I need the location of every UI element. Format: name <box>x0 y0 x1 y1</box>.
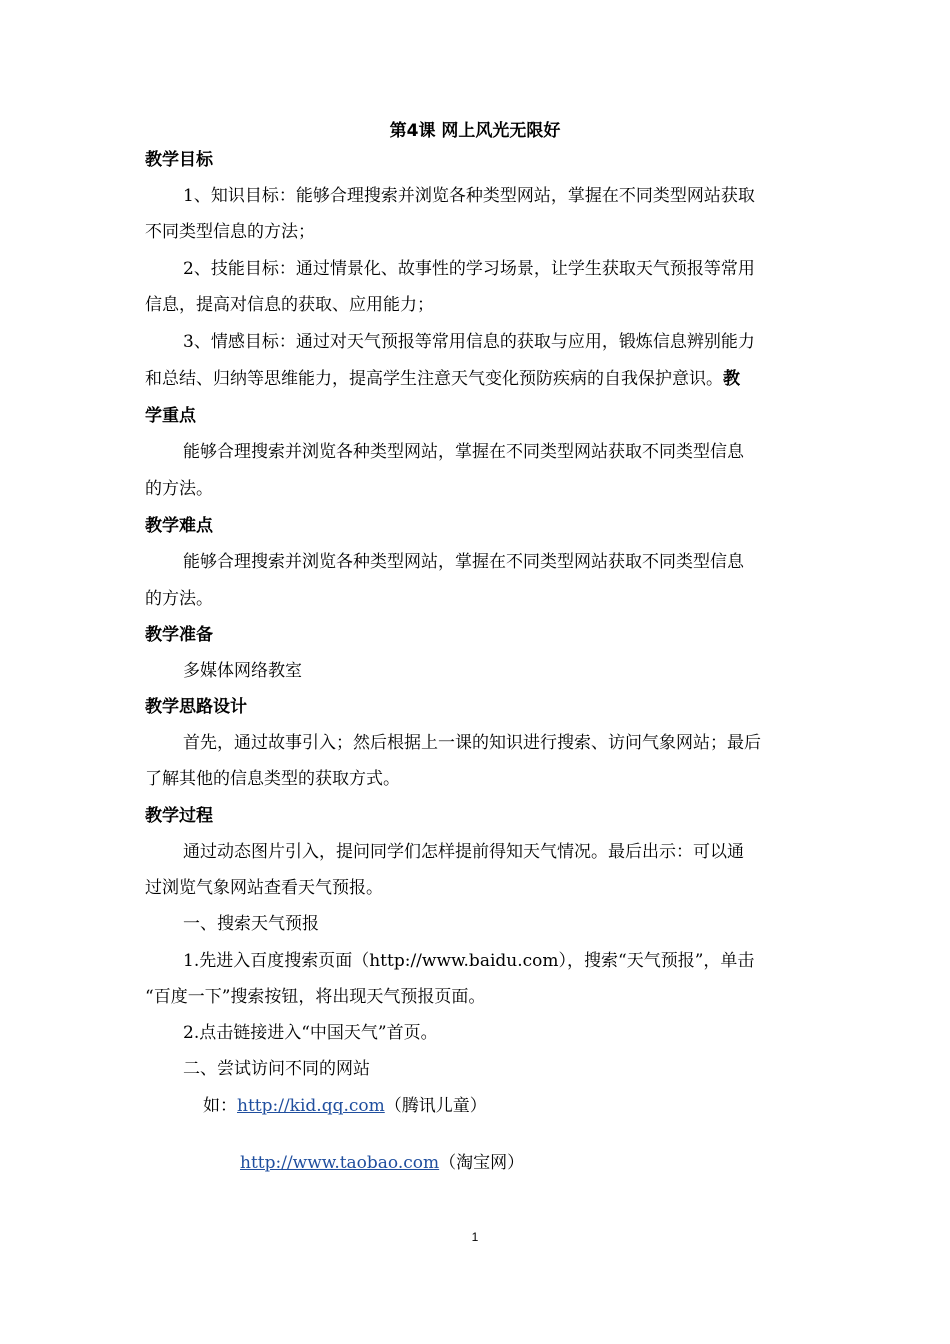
objectives-heading: 教学目标 <box>145 150 213 170</box>
difficulty-line-1: 能够合理搜索并浏览各种类型网站，掌握在不同类型网站获取不同类型信息 <box>183 552 744 572</box>
keypoints-heading-start: 教 <box>723 369 740 389</box>
page-number: 1 <box>471 1230 479 1244</box>
lesson-title: 第4课 网上风光无限好 <box>389 121 561 141</box>
step-1-heading: 一、搜索天气预报 <box>183 914 319 934</box>
link-kid-qq-label: （腾讯儿童） <box>384 1096 487 1116</box>
design-heading: 教学思路设计 <box>145 697 247 717</box>
step-2-heading: 二、尝试访问不同的网站 <box>183 1059 370 1079</box>
objective-2-line-2: 信息，提高对信息的获取、应用能力； <box>145 295 434 315</box>
step-1-item-1-line-1: 1.先进入百度搜索页面（http://www.baidu.com），搜索“天气预报”，单击 <box>183 951 755 971</box>
objective-3-line-2 <box>145 367 810 391</box>
objective-3-line-1: 3、情感目标：通过对天气预报等常用信息的获取与应用，锻炼信息辨别能力 <box>183 332 755 352</box>
keypoints-line-2: 的方法。 <box>145 479 213 499</box>
design-line-1: 首先，通过故事引入；然后根据上一课的知识进行搜索、访问气象网站；最后 <box>183 733 761 753</box>
step-1-item-1-line-2: “百度一下”搜索按钮，将出现天气预报页面。 <box>145 987 486 1007</box>
link-taobao-label: （淘宝网） <box>439 1153 525 1173</box>
difficulty-heading: 教学难点 <box>145 516 213 536</box>
preparation-heading: 教学准备 <box>145 625 213 645</box>
step-1-item-2: 2.点击链接进入“中国天气”首页。 <box>183 1023 438 1043</box>
objective-2-line-1: 2、技能目标：通过情景化、故事性的学习场景，让学生获取天气预报等常用 <box>183 259 755 279</box>
link-kid-qq[interactable]: http://kid.qq.com <box>237 1096 385 1116</box>
difficulty-line-2: 的方法。 <box>145 589 213 609</box>
objective-3-line-2-text: 和总结、归纳等思维能力，提高学生注意天气变化预防疾病的自我保护意识。 <box>145 369 723 389</box>
process-line-1: 通过动态图片引入，提问同学们怎样提前得知天气情况。最后出示：可以通 <box>183 842 744 862</box>
example-prefix: 如： <box>203 1096 237 1116</box>
process-heading: 教学过程 <box>145 806 213 826</box>
example-links-line-1 <box>203 1094 868 1118</box>
objective-1-line-2: 不同类型信息的方法； <box>145 222 315 242</box>
link-taobao[interactable]: http://www.taobao.com <box>240 1153 440 1173</box>
process-line-2: 过浏览气象网站查看天气预报。 <box>145 878 383 898</box>
objective-1-line-1: 1、知识目标：能够合理搜索并浏览各种类型网站，掌握在不同类型网站获取 <box>183 186 755 206</box>
example-links-line-2 <box>240 1151 905 1175</box>
keypoints-line-1: 能够合理搜索并浏览各种类型网站，掌握在不同类型网站获取不同类型信息 <box>183 442 744 462</box>
keypoints-heading: 学重点 <box>145 406 196 426</box>
design-line-2: 了解其他的信息类型的获取方式。 <box>145 769 400 789</box>
preparation-line-1: 多媒体网络教室 <box>183 661 302 681</box>
